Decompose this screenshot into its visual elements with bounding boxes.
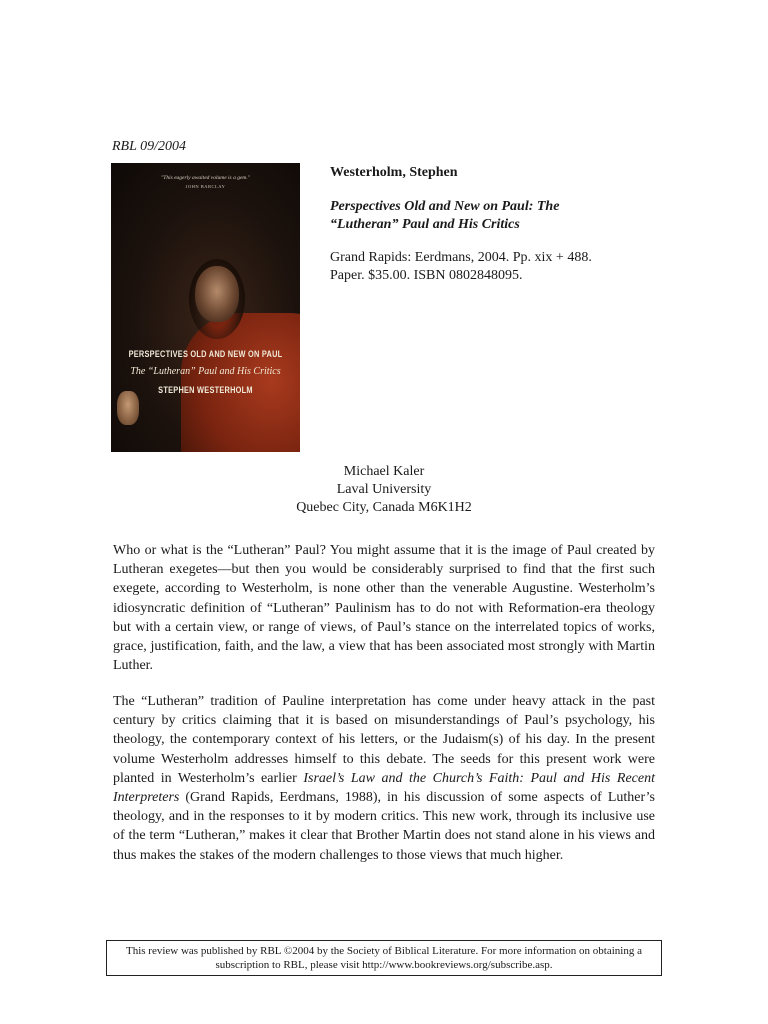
cover-quote: "This eagerly awaited volume is a gem." [160, 175, 251, 181]
cover-painting-face [195, 266, 239, 322]
body-paragraph-2-part-a: The “Lutheran” tradition of Pauline interpretation has come under heavy attack in the past century by critics claiming that it is based on misunderstandings of Paul’s psychology, his theology, the contemporary context of his letters, or the Judaism(s) of his day. In the present volume Westerholm addresses himself to this debate. The seeds for this present work were planted in Westerholm’s earlier [113, 694, 655, 786]
footer-line-1: This review was published by RBL ©2004 by the Society of Biblical Literature. For more information on obtaining a [126, 945, 642, 957]
body-paragraph-2 [113, 692, 655, 865]
body-paragraph-1: Who or what is the “Lutheran” Paul? You might assume that it is the image of Paul created by Lutheran exegetes—but then you would be considerably surprised to find that the first such exegete, according to Westerholm, is none other than the venerable Augustine. Westerholm’s idiosyncratic definition of “Lutheran” Paulinism has to do not with Reformation-era theology but with a certain view, or range of views, of Paul’s stance on the interrelated topics of works, grace, justification, faith, and the law, a view that has been associated most strongly with Martin Luther. [113, 543, 655, 674]
body-paragraph-2-part-b: (Grand Rapids, Eerdmans, 1988), in his discussion of some aspects of Luther’s theology, and in the responses to it by modern critics. This new work, through its inclusive use of the term “Lutheran,” makes it clear that Brother Martin does not stand alone in his views and thus makes the stakes of the modern challenges to those views that much higher. [113, 790, 655, 863]
reviewer-location: Quebec City, Canada M6K1H2 [296, 500, 472, 515]
book-title [330, 198, 630, 234]
cover-painting-hand [117, 391, 139, 425]
reviewer-block [0, 463, 768, 517]
book-title-line-1: Perspectives Old and New on Paul: The [330, 199, 560, 214]
publication-info [330, 249, 630, 285]
reviewer-affiliation: Laval University [336, 482, 432, 497]
cover-painting-robe [181, 313, 300, 452]
cover-quote-source: JOHN BARCLAY [185, 184, 226, 189]
reviewer-name: Michael Kaler [343, 464, 425, 479]
cover-title: PERSPECTIVES OLD AND NEW ON PAUL [128, 349, 283, 359]
publication-line-2: Paper. $35.00. ISBN 0802848095. [330, 268, 523, 283]
cited-book-title: Israel’s Law and the Church’s Faith: Paul and His Recent Interpreters [113, 770, 655, 806]
book-cover-image [111, 163, 300, 452]
cover-subtitle: The “Lutheran” Paul and His Critics [130, 366, 281, 377]
footer-line-2: subscription to RBL, please visit http://www.bookreviews.org/subscribe.asp. [215, 959, 553, 971]
publication-line-1: Grand Rapids: Eerdmans, 2004. Pp. xix + 488. [330, 250, 592, 265]
book-title-line-2: “Lutheran” Paul and His Critics [330, 217, 520, 232]
issue-label: RBL 09/2004 [112, 139, 187, 154]
cover-author: STEPHEN WESTERHOLM [158, 385, 253, 395]
book-author: Westerholm, Stephen [330, 165, 458, 180]
copyright-footer [106, 940, 662, 976]
